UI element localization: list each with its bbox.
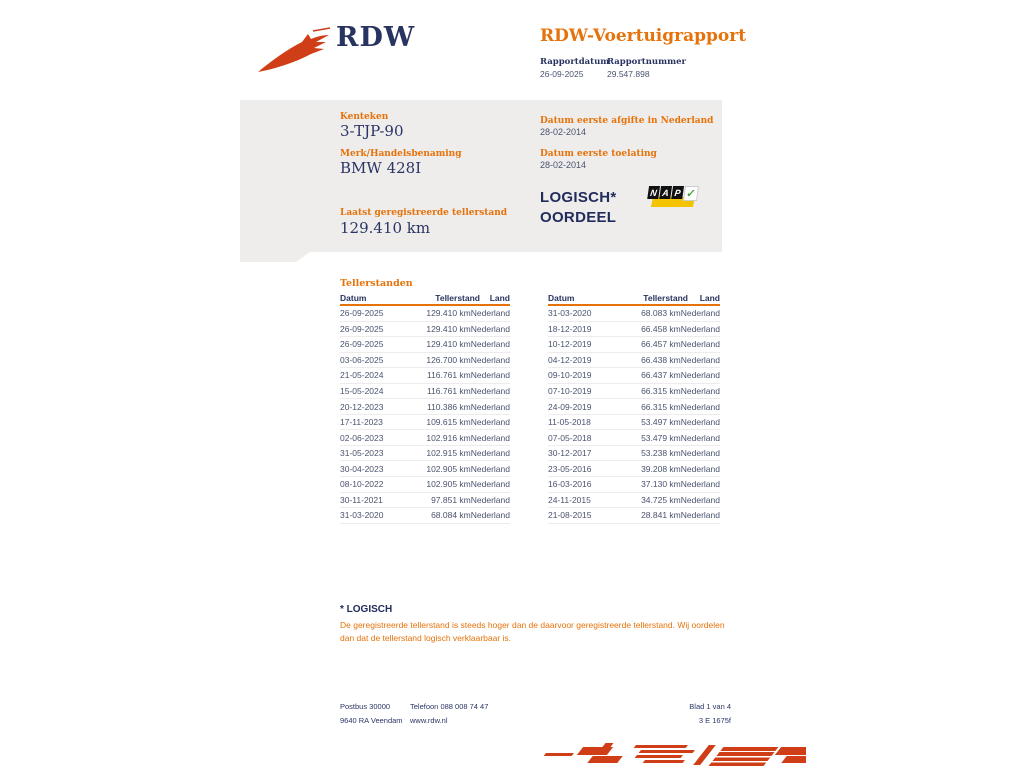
table-row (340, 384, 510, 400)
table-row (548, 337, 720, 353)
rdw-feather-logo-icon (256, 26, 341, 76)
cell-datum: 10-12-2019 (548, 339, 592, 350)
table-row (548, 306, 720, 322)
cell-datum: 31-03-2020 (340, 510, 384, 521)
cell-tellerstand: 102.905 km (426, 479, 471, 490)
table-row (548, 430, 720, 446)
cell-land: Nederland (470, 463, 510, 474)
cell-land: Nederland (680, 339, 720, 350)
logisch-footnote-text: De geregistreerde tellerstand is steeds hoger dan de daarvoor geregistreerde tellerstand. Wij oordelen dan dat de tellerstand logisch verklaarbaar is. (340, 620, 725, 643)
cell-datum: 11-05-2018 (548, 417, 591, 428)
cell-tellerstand: 102.915 km (426, 448, 471, 459)
cell-datum: 09-10-2019 (548, 370, 592, 381)
cell-land: Nederland (470, 339, 510, 350)
table-header (340, 291, 510, 306)
table-row (340, 337, 510, 353)
cell-land: Nederland (680, 432, 720, 443)
cell-tellerstand: 37.130 km (641, 479, 681, 490)
oordeel-text (540, 188, 617, 228)
cell-tellerstand: 109.615 km (426, 417, 471, 428)
toelating-value: 28-02-2014 (540, 160, 587, 170)
cell-tellerstand: 129.410 km (426, 308, 471, 319)
col-land: Land (489, 292, 510, 303)
footer-address (340, 700, 403, 728)
kenteken-label: Kenteken (340, 112, 389, 122)
cell-land: Nederland (470, 354, 510, 365)
footer-page-info (600, 700, 731, 728)
table-row (340, 306, 510, 322)
footer-address-line1: Postbus 30000 (340, 702, 391, 711)
kenteken-value: 3-TJP-90 (340, 122, 404, 140)
cell-land: Nederland (680, 386, 720, 396)
rdw-logo-text: RDW (336, 22, 416, 53)
cell-tellerstand: 66.458 km (641, 323, 681, 334)
cell-tellerstand: 102.905 km (426, 463, 471, 474)
footer-address-line2: 9640 RA Veendam (340, 716, 403, 725)
cell-land: Nederland (680, 448, 720, 459)
cell-tellerstand: 53.479 km (641, 432, 681, 443)
table-row (548, 493, 720, 509)
tellerstand-label: Laatst geregistreerde tellerstand (340, 208, 508, 218)
table-row (548, 446, 720, 462)
nap-letter-n: N (647, 186, 660, 199)
col-land: Land (699, 292, 720, 303)
cell-datum: 30-12-2017 (548, 448, 592, 459)
table-row (340, 493, 510, 509)
cell-datum: 31-05-2023 (340, 448, 384, 459)
cell-datum: 30-04-2023 (340, 463, 384, 474)
col-tellerstand: Tellerstand (435, 292, 480, 303)
cell-land: Nederland (680, 510, 720, 521)
nap-letter-p: P (671, 186, 684, 199)
cell-land: Nederland (470, 510, 510, 521)
cell-datum: 21-08-2015 (548, 510, 592, 521)
oordeel-line2: OORDEEL (540, 209, 617, 226)
cell-datum: 17-11-2023 (340, 417, 383, 428)
cell-tellerstand: 129.410 km (426, 339, 471, 350)
report-date-label: Rapportdatum (540, 57, 610, 67)
table-row (340, 399, 510, 415)
nap-letter-a: A (659, 186, 672, 199)
cell-datum: 24-09-2019 (548, 401, 592, 412)
nap-letter-tiles (647, 186, 699, 201)
footer-phone: Telefoon 088 008 74 47 (410, 702, 489, 711)
table-row (340, 322, 510, 338)
cell-tellerstand: 116.761 km (426, 386, 471, 396)
cell-tellerstand: 66.315 km (641, 401, 681, 412)
cell-land: Nederland (680, 417, 720, 428)
footer-website: www.rdw.nl (410, 716, 448, 725)
table-row (340, 461, 510, 477)
col-datum: Datum (340, 292, 367, 303)
cell-datum: 31-03-2020 (548, 308, 592, 319)
cell-tellerstand: 53.238 km (641, 448, 681, 459)
table-row (548, 508, 720, 524)
cell-tellerstand: 34.725 km (641, 494, 681, 505)
cell-tellerstand: 97.851 km (431, 494, 471, 505)
tellerstanden-table-left (340, 291, 510, 524)
cell-tellerstand: 66.315 km (641, 386, 681, 396)
logisch-footnote-title: * LOGISCH (340, 604, 393, 615)
cell-tellerstand: 66.457 km (641, 339, 681, 350)
table-row (340, 415, 510, 431)
cell-datum: 23-05-2016 (548, 463, 592, 474)
cell-land: Nederland (470, 308, 510, 319)
oordeel-line1: LOGISCH* (540, 189, 617, 206)
table-row (340, 430, 510, 446)
tellerstand-value: 129.410 km (340, 219, 431, 237)
table-row (340, 446, 510, 462)
cell-datum: 24-11-2015 (548, 494, 591, 505)
merk-value: BMW 428I (340, 159, 422, 177)
cell-datum: 04-12-2019 (548, 354, 592, 365)
table-row (548, 384, 720, 400)
cell-datum: 07-05-2018 (548, 432, 592, 443)
cell-tellerstand: 102.916 km (426, 432, 471, 443)
cell-tellerstand: 53.497 km (641, 417, 681, 428)
cell-land: Nederland (470, 370, 510, 381)
cell-tellerstand: 126.700 km (426, 354, 471, 365)
cell-tellerstand: 68.084 km (431, 510, 471, 521)
table-row (340, 508, 510, 524)
table-row (548, 353, 720, 369)
page-title: RDW-Voertuigrapport (540, 26, 747, 46)
report-number-label: Rapportnummer (607, 57, 686, 67)
cell-land: Nederland (470, 401, 510, 412)
footer-page-number: Blad 1 van 4 (689, 702, 731, 711)
tellerstanden-table-right (548, 291, 720, 524)
cell-land: Nederland (470, 323, 510, 334)
cell-datum: 15-05-2024 (340, 386, 384, 396)
cell-tellerstand: 39.208 km (641, 463, 681, 474)
table-row (340, 477, 510, 493)
report-date-value: 26-09-2025 (540, 69, 584, 79)
cell-land: Nederland (470, 479, 510, 490)
cell-tellerstand: 66.438 km (641, 354, 681, 365)
cell-land: Nederland (680, 323, 720, 334)
cell-datum: 02-06-2023 (340, 432, 384, 443)
nap-logo (648, 186, 696, 210)
cell-land: Nederland (680, 401, 720, 412)
cell-tellerstand: 129.410 km (426, 323, 471, 334)
cell-land: Nederland (680, 354, 720, 365)
footer-stripes-graphic (540, 742, 806, 768)
table-row (340, 368, 510, 384)
merk-label: Merk/Handelsbenaming (340, 149, 462, 159)
table-header (548, 291, 720, 306)
cell-land: Nederland (680, 308, 720, 319)
table-row (548, 415, 720, 431)
tellerstanden-title: Tellerstanden (340, 278, 413, 289)
cell-land: Nederland (470, 432, 510, 443)
nap-check-icon: ✓ (683, 186, 699, 201)
table-row (548, 322, 720, 338)
footer-contact (410, 700, 488, 728)
cell-datum: 26-09-2025 (340, 339, 384, 350)
table-row (340, 353, 510, 369)
cell-land: Nederland (470, 448, 510, 459)
cell-datum: 30-11-2021 (340, 494, 383, 505)
afgifte-value: 28-02-2014 (540, 127, 587, 137)
table-row (548, 461, 720, 477)
cell-land: Nederland (470, 386, 510, 396)
cell-datum: 07-10-2019 (548, 386, 592, 396)
cell-tellerstand: 68.083 km (641, 308, 681, 319)
cell-datum: 03-06-2025 (340, 354, 384, 365)
cell-datum: 08-10-2022 (340, 479, 384, 490)
table-row (548, 368, 720, 384)
cell-land: Nederland (680, 370, 720, 381)
cell-land: Nederland (470, 417, 510, 428)
cell-datum: 20-12-2023 (340, 401, 384, 412)
col-tellerstand: Tellerstand (643, 292, 688, 303)
cell-land: Nederland (680, 463, 720, 474)
table-row (548, 399, 720, 415)
cell-datum: 18-12-2019 (548, 323, 592, 334)
cell-tellerstand: 116.761 km (426, 370, 471, 381)
cell-datum: 26-09-2025 (340, 308, 384, 319)
cell-tellerstand: 66.437 km (641, 370, 681, 381)
cell-land: Nederland (680, 479, 720, 490)
toelating-label: Datum eerste toelating (540, 149, 657, 159)
cell-land: Nederland (470, 494, 510, 505)
col-datum: Datum (548, 292, 575, 303)
report-number-value: 29.547.898 (607, 69, 650, 79)
cell-datum: 26-09-2025 (340, 323, 384, 334)
cell-tellerstand: 28.841 km (641, 510, 681, 521)
table-row (548, 477, 720, 493)
footer-form-code: 3 E 1675f (698, 716, 731, 725)
afgifte-label: Datum eerste afgifte in Nederland (540, 116, 714, 126)
cell-land: Nederland (680, 494, 720, 505)
cell-datum: 16-03-2016 (548, 479, 592, 490)
cell-datum: 21-05-2024 (340, 370, 384, 381)
cell-tellerstand: 110.386 km (426, 401, 471, 412)
